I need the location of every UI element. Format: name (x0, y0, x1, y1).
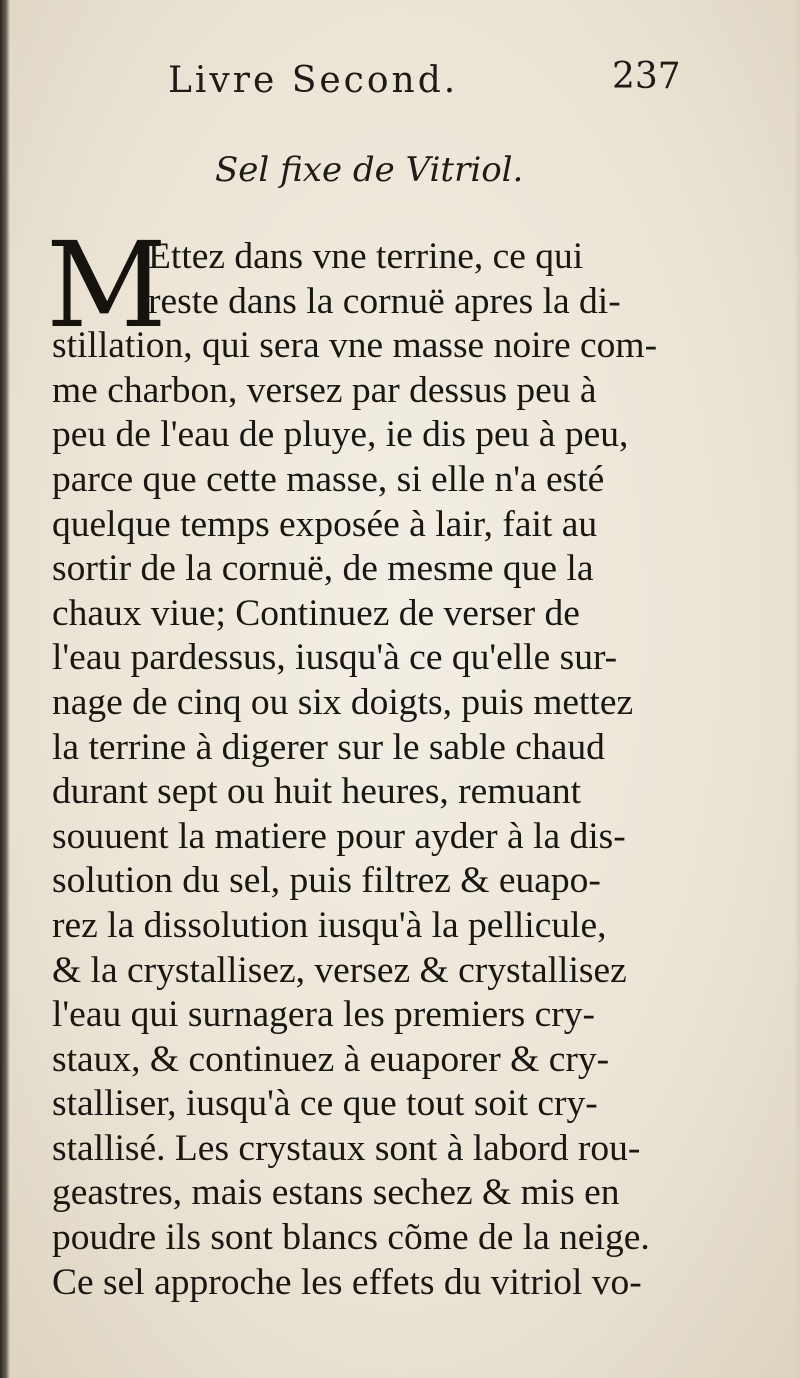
page-gutter-shadow (0, 0, 10, 1378)
text-line: & la crystallisez, versez & crystallisez (52, 949, 627, 991)
text-line: la terrine à digerer sur le sable chaud (52, 726, 605, 768)
text-line: durant sept ou huit heures, remuant (52, 771, 582, 813)
text-line: me charbon, versez par dessus peu à (52, 369, 597, 411)
drop-cap: M (46, 216, 167, 354)
section-title: Sel fixe de Vitriol. (215, 150, 524, 190)
text-line: nage de cinq ou six doigts, puis mettez (52, 681, 634, 723)
page-edge (794, 0, 800, 1378)
text-line: rez la dissolution iusqu'à la pellicule, (52, 904, 607, 946)
text-line: chaux viue; Continuez de verser de (52, 592, 580, 634)
text-line: l'eau pardessus, iusqu'à ce qu'elle sur- (52, 637, 618, 679)
text-line: solution du sel, puis filtrez & euapo- (52, 860, 601, 902)
running-head: Livre Second. (168, 60, 459, 101)
text-line: parce que cette masse, si elle n'a esté (52, 458, 605, 500)
text-line: peu de l'eau de pluye, ie dis peu à peu, (52, 414, 629, 456)
text-line: stallisé. Les crystaux sont à labord rou- (52, 1127, 641, 1169)
text-line: sortir de la cornuë, de mesme que la (52, 548, 594, 590)
text-line: staux, & continuez à euaporer & cry- (52, 1038, 610, 1080)
body-text (52, 235, 712, 1305)
text-line: geastres, mais estans sechez & mis en (52, 1172, 620, 1214)
text-line: l'eau qui surnagera les premiers cry- (52, 994, 595, 1036)
text-line: quelque temps exposée à lair, fait au (52, 503, 598, 545)
page-number: 237 (612, 56, 681, 97)
text-line: poudre ils sont blancs cõme de la neige. (52, 1217, 650, 1259)
text-line: souuent la matiere pour ayder à la dis- (52, 815, 626, 857)
text-line: Ce sel approche les effets du vitriol vo- (52, 1261, 642, 1303)
text-line: Ettez dans vne terrine, ce qui (148, 236, 584, 277)
text-line: reste dans la cornuë apres la di- (148, 280, 621, 322)
text-line: stalliser, iusqu'à ce que tout soit cry- (52, 1083, 598, 1125)
text-line: stillation, qui sera vne masse noire com- (52, 325, 658, 367)
